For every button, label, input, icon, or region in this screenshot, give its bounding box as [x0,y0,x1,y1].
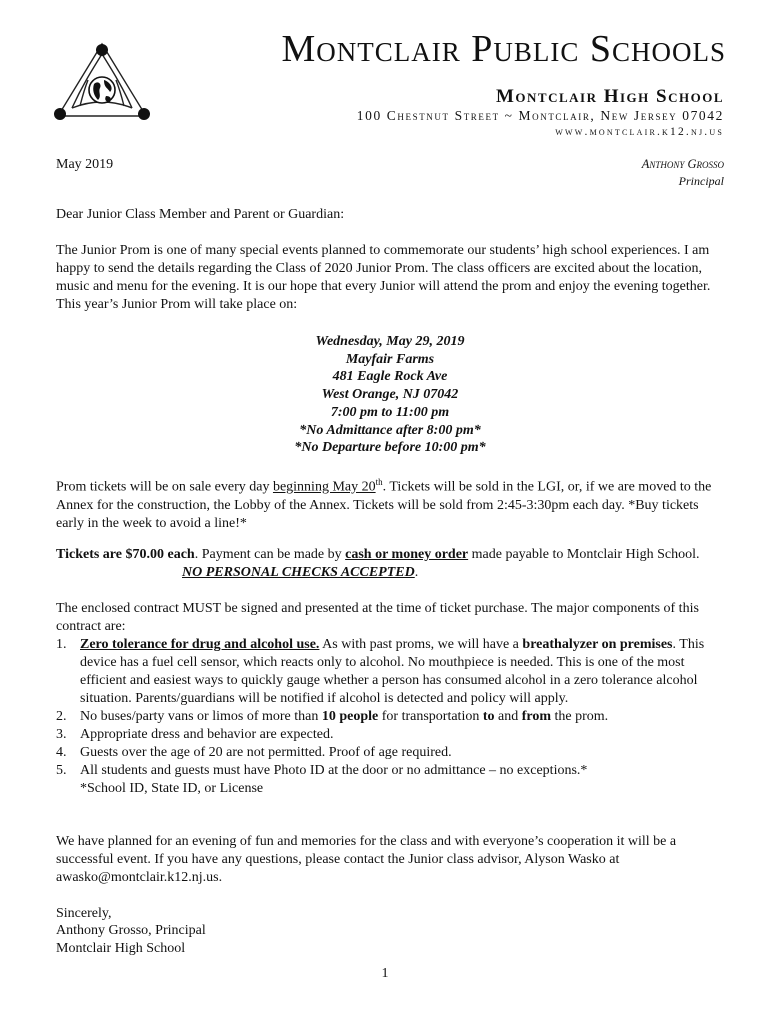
rule-2-limit: 10 people [321,709,379,724]
price-text-2: made payable to Montclair High School. [468,547,700,562]
payment-method: cash or money order [345,547,469,562]
letter-date: May 2019 [56,157,114,172]
intro-paragraph: The Junior Prom is one of many special events planned to commemorate our students’ high school experiences. I am happy to send the details regarding the Class of 2020 Junior Prom. The class officers are excited about the location, music and menu for the evening. It is our hope that every Junior will attend the prom and enjoy the evening together. This year’s Junior Prom will take place on: [56,243,711,312]
rule-4-text: Guests over the age of 20 are not permitted. Proof of age required. [80,745,452,760]
event-time: 7:00 pm to 11:00 pm [330,404,450,420]
rule-2-text-c: for transportation [378,709,483,724]
tickets-text-1: Prom tickets will be on sale every day [56,479,273,495]
school-website: www.montclair.k12.nj.us [555,126,724,138]
list-item [56,762,724,798]
list-item [56,744,724,762]
school-name: Montclair High School [495,86,724,107]
tickets-date-suffix: th [375,477,383,487]
list-number: 4. [56,745,67,760]
greeting: Dear Junior Class Member and Parent or Guardian: [56,207,345,222]
rule-1-title: Zero tolerance for drug and alcohol use. [80,637,320,652]
list-number: 1. [56,637,67,652]
rule-1-text-c: . This device has a fuel cell sensor, which reacts only to alcohol. No mouthpiece is needed. This is one of the most efficient and easiest ways to quickly gauge whether a person has consumed alcohol in a zero tolerance alcohol situation. Parents/guardians will be notified if alcohol is detected and policy will apply. [80,637,705,706]
list-number: 5. [56,763,67,778]
rule-2-text-a: No buses/party vans or limos of more than [80,709,322,724]
rule-2-from: from [521,709,552,724]
price-text-1: . Payment can be made by [194,547,346,562]
ticket-price: Tickets are $70.00 each [56,547,195,562]
rule-1-breathalyzer: breathalyzer on premises [522,637,673,652]
list-number: 3. [56,727,67,742]
no-checks-notice: NO PERSONAL CHECKS ACCEPTED [182,565,415,580]
list-item [56,636,724,708]
signature-name: Anthony Grosso, Principal [56,923,206,938]
list-item [56,726,724,744]
event-details [56,333,724,457]
list-number: 2. [56,709,67,724]
event-venue: Mayfair Farms [345,351,435,367]
rule-1-text-a: As with past proms, we will have a [319,637,523,652]
event-admittance: *No Admittance after 8:00 pm* [299,422,481,438]
rule-5-text: All students and guests must have Photo ID at the door or no admittance – no exceptions.* [80,763,588,778]
list-item [56,708,724,726]
tickets-text-2: . Tickets will be sold in the LGI, or, if we are moved to the Annex for the construction, the Lobby of the Annex. Tickets will be sold from 2:45-3:30pm each day. *Buy tickets early in the week to avoid a line!* [56,479,712,531]
principal-name: Anthony Grosso [641,157,724,171]
rule-2-and: and [494,709,522,724]
no-checks-end: . [414,565,419,580]
rule-3-text: Appropriate dress and behavior are expected. [80,727,334,742]
rule-2-text-g: the prom. [551,709,609,724]
signature-school: Montclair High School [56,941,186,956]
event-departure: *No Departure before 10:00 pm* [294,440,486,456]
principal-title: Principal [678,174,724,188]
rule-2-to: to [482,709,495,724]
page-number: 1 [381,966,389,981]
event-city: West Orange, NJ 07042 [321,387,459,403]
closing-paragraph: We have planned for an evening of fun and memories for the class and with everyone’s cooperation it will be a successful event. If you have any questions, please contact the Junior class advisor, Alyson Wasko at awasko@montclair.k12.nj.us. [56,834,677,885]
contract-rules-list [56,636,724,798]
price-paragraph [56,546,724,582]
school-address: 100 Chestnut Street ~ Montclair, New Jersey 07042 [356,108,724,123]
rule-5-note: *School ID, State ID, or License [80,781,264,796]
event-street: 481 Eagle Rock Ave [332,369,448,385]
contract-intro: The enclosed contract MUST be signed and presented at the time of ticket purchase. The major components of this contract are: [56,601,699,634]
tickets-paragraph [56,473,724,533]
district-name: Montclair Public Schools [281,28,726,70]
tickets-start-date: beginning May 20 [272,479,376,495]
event-date: Wednesday, May 29, 2019 [315,334,465,349]
montclair-schools-logo [52,40,152,124]
signoff: Sincerely, [56,906,112,921]
